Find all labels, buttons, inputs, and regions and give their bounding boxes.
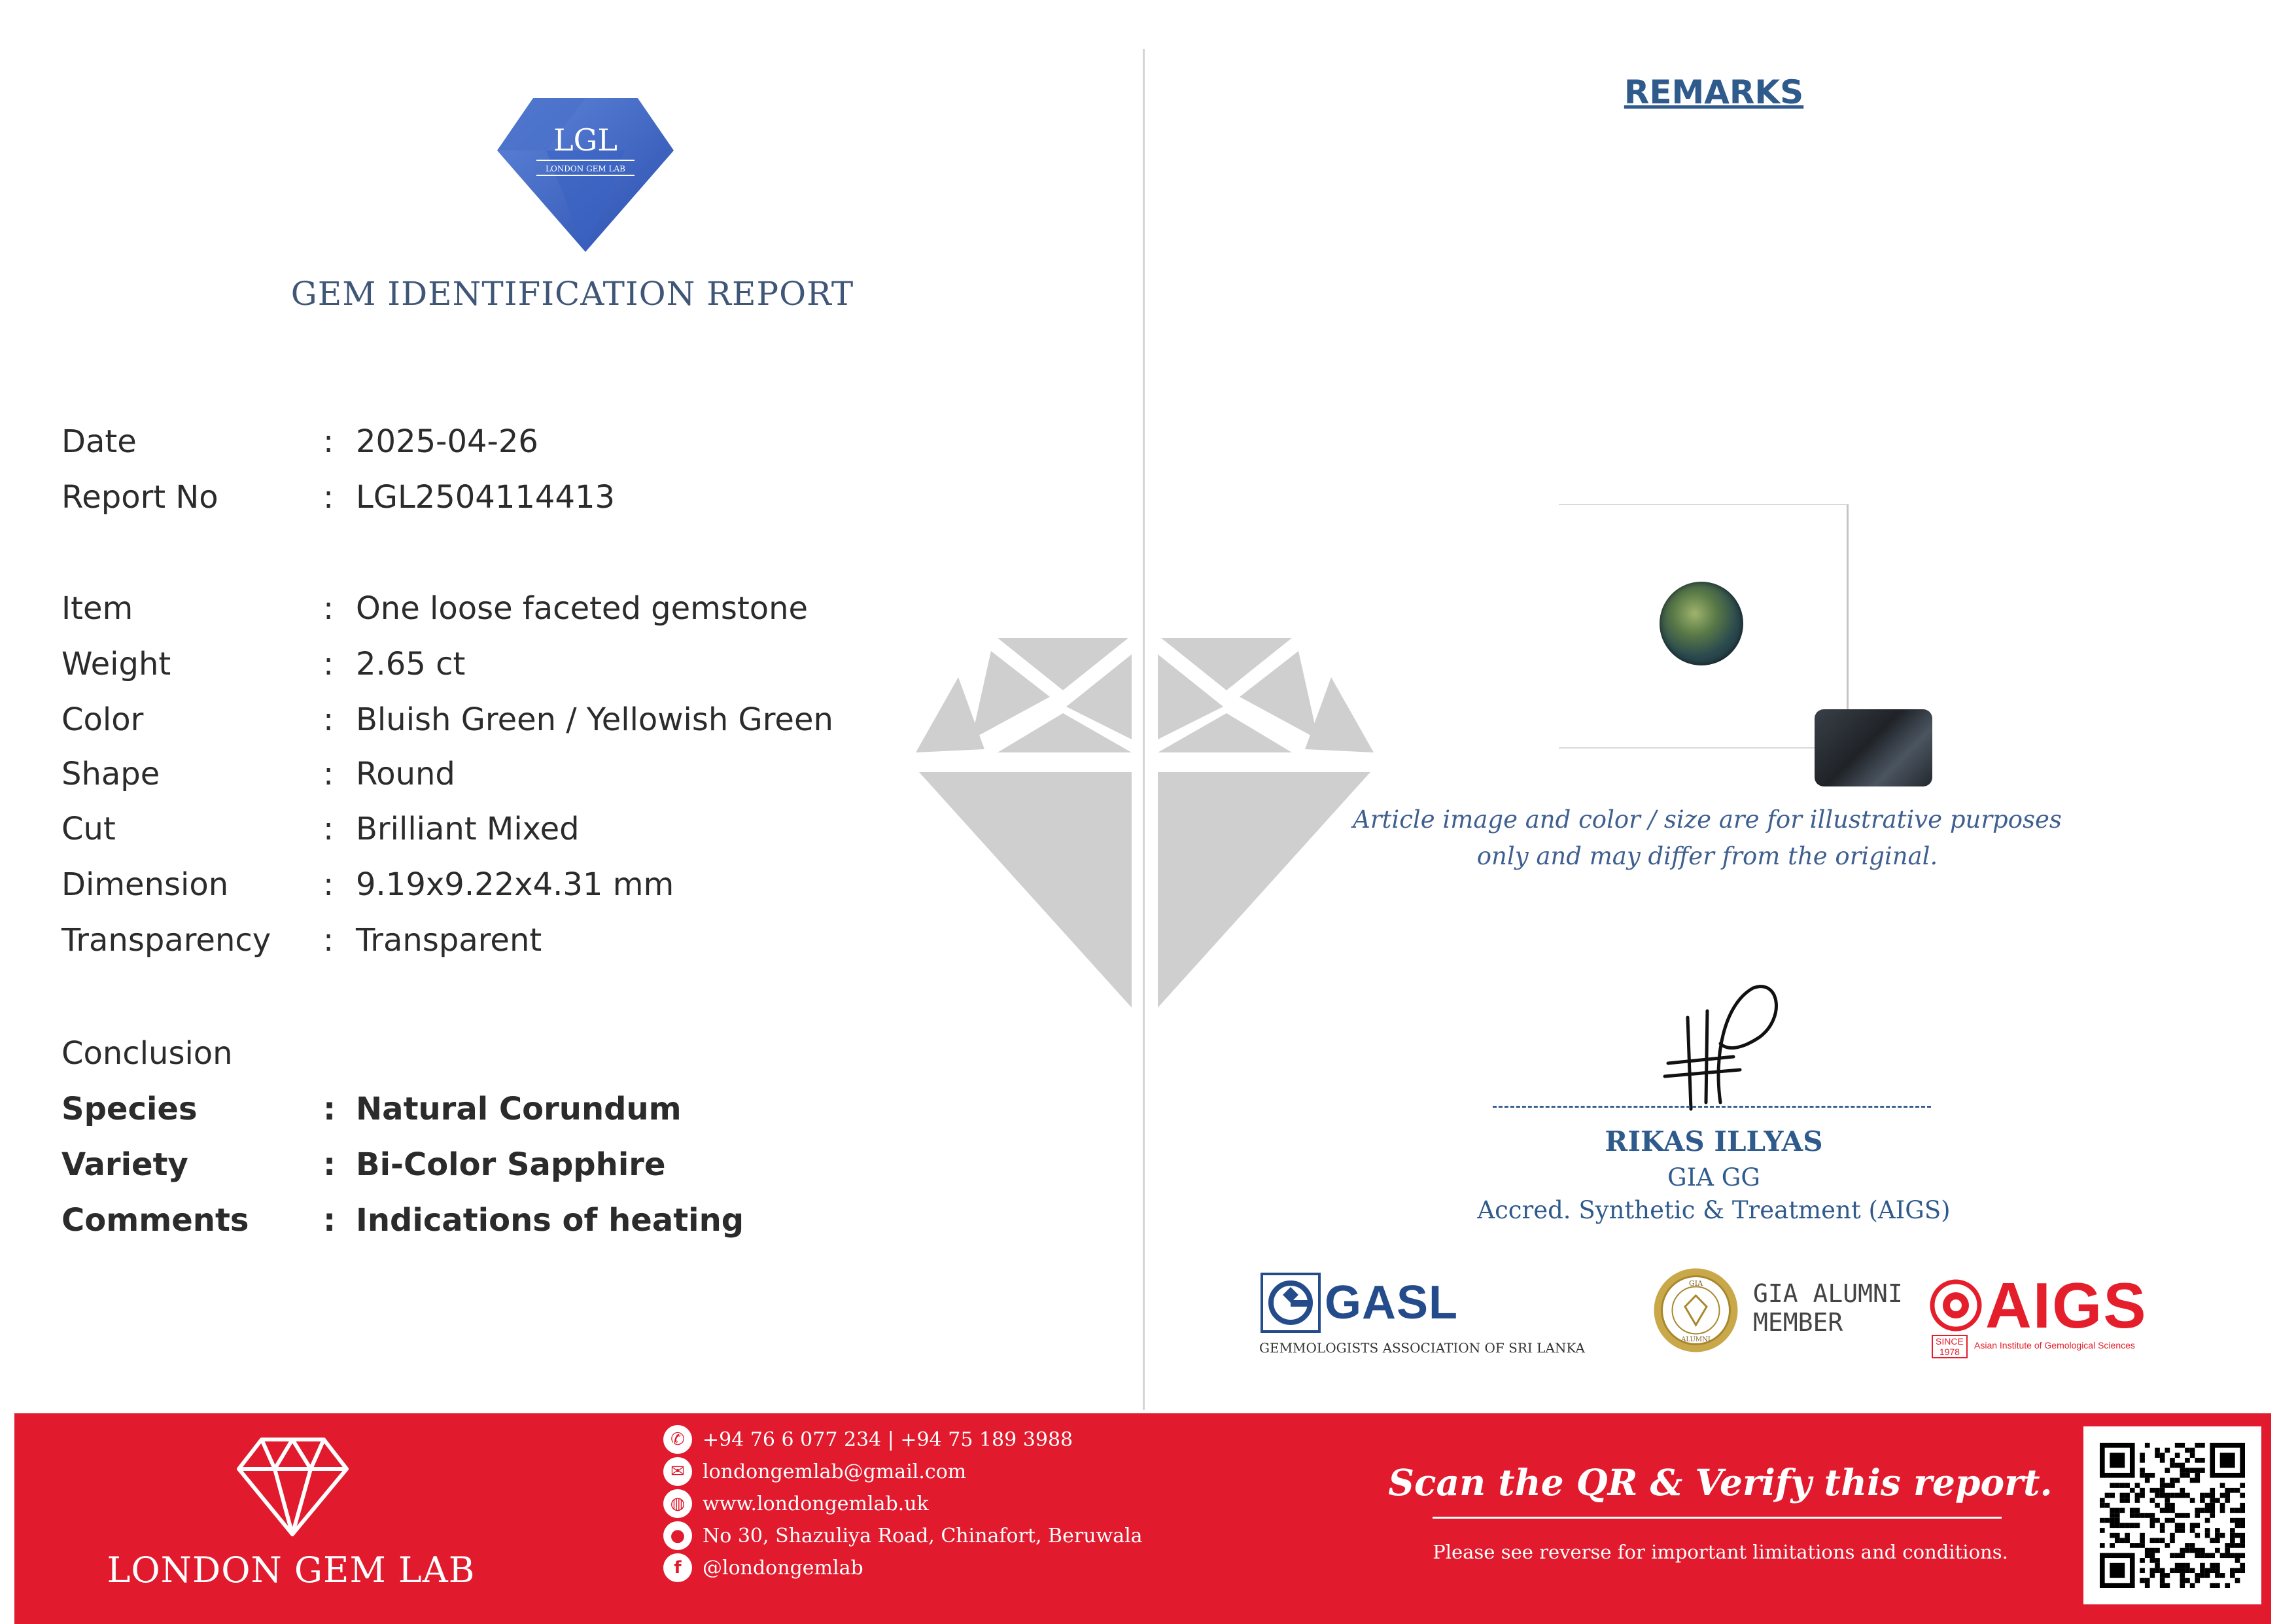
field-label: Shape [61,756,160,792]
field-label: Color [61,701,144,738]
diamond-watermark [913,615,1377,1021]
conclusion-field-separator: : [323,1091,336,1127]
field-value: Brilliant Mixed [356,811,580,847]
field-label: Report No [61,479,218,516]
aigs-emblem-icon [1930,1279,1982,1332]
svg-text:LGL: LGL [553,122,617,158]
field-value: Transparent [356,922,542,959]
field-separator: : [323,423,334,460]
conclusion-field-label: Variety [61,1146,188,1183]
field-separator: : [323,479,334,516]
lgl-diamond-logo [497,98,674,252]
conclusion-field-label: Species [61,1091,198,1127]
conclusion-field-row [61,1142,945,1188]
gasl-logo-text: GASL [1325,1277,1459,1329]
field-separator: : [323,756,334,792]
conclusion-field-row [61,1197,945,1243]
contact-address-text: No 30, Shazuliya Road, Chinafort, Beruwala [703,1524,1143,1547]
conclusion-field-value: Bi-Color Sapphire [356,1146,666,1183]
gia-alumni-seal [1652,1266,1740,1354]
signature-line [1493,1106,1931,1108]
conclusion-field-label: Comments [61,1202,249,1239]
conclusion-field-separator: : [323,1202,336,1239]
field-value: One loose faceted gemstone [356,590,809,627]
field-value: 9.19x9.22x4.31 mm [356,866,674,903]
footer-band [14,1413,2271,1624]
aigs-logo-text: AIGS [1985,1269,2148,1341]
field-value: LGL2504114413 [356,479,616,516]
field-label: Item [61,590,133,627]
contact-phone [663,1423,1073,1456]
contact-website[interactable] [663,1487,929,1520]
conclusion-field-value: Natural Corundum [356,1091,682,1127]
report-field-row [61,917,945,963]
disclaimer-line-2: only and may differ from the original. [1476,842,1938,870]
phone-icon: ✆ [663,1425,692,1454]
gia-alumni-line-1: GIA ALUMNI [1753,1279,1903,1308]
conclusion-field-row [61,1086,945,1132]
signer-name: RIKAS ILLYAS [1605,1125,1823,1157]
location-icon: ● [663,1521,692,1550]
field-label: Dimension [61,866,229,903]
field-value: 2.65 ct [356,646,466,682]
field-separator: : [323,922,334,959]
field-label: Transparency [61,922,271,959]
email-icon: ✉ [663,1457,692,1486]
image-disclaimer [1348,802,2067,875]
report-field-row [61,862,945,908]
field-value: 2025-04-26 [356,423,538,460]
report-field-row [61,641,945,687]
report-title: GEM IDENTIFICATION REPORT [290,275,854,313]
gasl-full-name: GEMMOLOGISTS ASSOCIATION OF SRI LANKA [1259,1340,1585,1356]
hologram-sticker [1815,709,1932,786]
field-separator: : [323,646,334,682]
aigs-since-label: SINCE [1936,1336,1964,1347]
disclaimer-line-1: Article image and color / size are for illustrative purposes [1353,805,2062,834]
scan-underline [1433,1517,2002,1519]
svg-text:GIA: GIA [1688,1279,1703,1288]
gasl-emblem-icon [1261,1273,1321,1333]
field-separator: : [323,866,334,903]
signature [1642,978,1786,1116]
gia-alumni-text [1753,1279,1903,1337]
report-field-row [61,806,945,852]
svg-text:ALUMNI: ALUMNI [1681,1336,1711,1343]
aigs-since-badge [1932,1335,1968,1358]
svg-text:LONDON GEM LAB: LONDON GEM LAB [546,164,625,173]
contact-phone-text: +94 76 6 077 234 | +94 75 189 3988 [703,1428,1073,1451]
report-field-row [61,419,945,465]
conclusion-heading: Conclusion [61,1035,233,1072]
contact-email[interactable] [663,1455,966,1488]
aigs-full-name: Asian Institute of Gemological Sciences [1974,1340,2135,1350]
footer-lab-name: LONDON GEM LAB [107,1549,476,1591]
field-label: Date [61,423,137,460]
scan-verify-text: Scan the QR & Verify this report. [1388,1461,2053,1504]
footer-diamond-logo [235,1433,350,1538]
aigs-since-year: 1978 [1939,1347,1960,1357]
conclusion-field-value: Indications of heating [356,1202,744,1239]
report-field-row [61,474,945,520]
gemstone-image [1660,582,1743,665]
report-field-row [61,697,945,743]
report-field-row [61,751,945,797]
report-field-row [61,586,945,631]
field-separator: : [323,701,334,738]
limitations-note: Please see reverse for important limitations and conditions. [1433,1541,2008,1563]
remarks-heading: REMARKS [1624,73,1804,111]
field-value: Bluish Green / Yellowish Green [356,701,833,738]
field-label: Weight [61,646,171,682]
field-separator: : [323,590,334,627]
contact-address [663,1519,1143,1552]
conclusion-field-separator: : [323,1146,336,1183]
contact-social-text[interactable]: @londongemlab [703,1556,863,1580]
contact-website-text[interactable]: www.londongemlab.uk [703,1492,929,1515]
field-value: Round [356,756,455,792]
field-label: Cut [61,811,116,847]
gia-alumni-line-2: MEMBER [1753,1308,1843,1337]
social-icon: f [663,1553,692,1582]
contact-social[interactable] [663,1551,863,1584]
field-separator: : [323,811,334,847]
contact-email-text[interactable]: londongemlab@gmail.com [703,1460,967,1483]
qr-code[interactable] [2100,1443,2245,1588]
signer-accreditation: Accred. Synthetic & Treatment (AIGS) [1477,1196,1951,1224]
globe-icon: ◍ [663,1489,692,1518]
signer-credential: GIA GG [1667,1163,1760,1192]
